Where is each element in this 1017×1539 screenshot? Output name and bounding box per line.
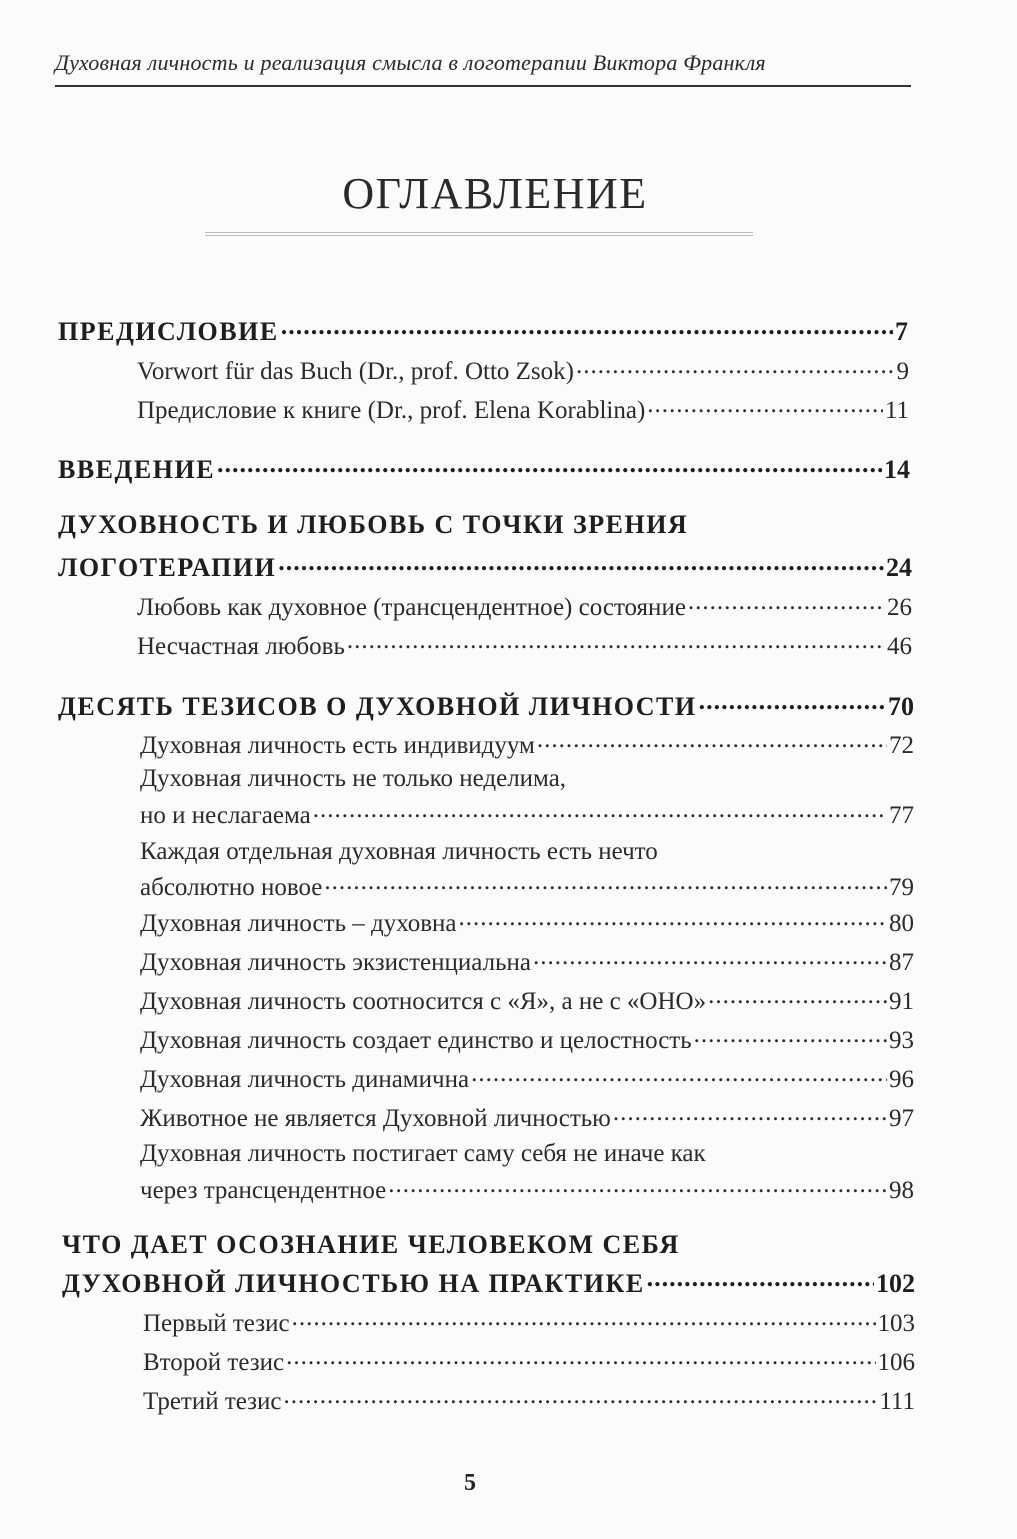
toc-entry[interactable] xyxy=(140,906,914,938)
toc-entry-label: ДЕСЯТЬ ТЕЗИСОВ О ДУХОВНОЙ ЛИЧНОСТИ xyxy=(58,692,697,721)
toc-entry-page: 70 xyxy=(888,692,914,721)
toc-entry-label: Духовная личность есть индивидуум xyxy=(140,732,535,759)
leader-dots xyxy=(284,1384,878,1409)
toc-entry-line1: Духовная личность постигает саму себя не иначе как xyxy=(140,1140,706,1167)
toc-entry-page: 26 xyxy=(887,594,912,621)
toc-entry-label: Животное не является Духовной личностью xyxy=(140,1105,611,1132)
toc-entry-label: через трансцендентное xyxy=(140,1177,387,1204)
toc-entry-label: Духовная личность соотносится с «Я», а не с «ОНО» xyxy=(140,988,707,1015)
toc-entry[interactable] xyxy=(58,550,912,583)
toc-entry[interactable] xyxy=(140,1062,914,1094)
toc-entry-page: 91 xyxy=(889,988,914,1015)
leader-dots xyxy=(688,590,885,615)
toc-entry-page: 102 xyxy=(876,1269,915,1298)
leader-dots xyxy=(459,906,887,931)
toc-entry[interactable] xyxy=(140,728,914,760)
toc-entry-page: 72 xyxy=(889,732,914,759)
toc-entry-label: ДУХОВНОЙ ЛИЧНОСТЬЮ НА ПРАКТИКЕ xyxy=(62,1269,645,1298)
toc-entry-page: 80 xyxy=(889,910,914,937)
toc-entry-line1: Духовная личность не только неделима, xyxy=(140,765,567,792)
toc-entry[interactable] xyxy=(137,590,912,622)
leader-dots xyxy=(537,728,887,753)
toc-entry[interactable] xyxy=(140,984,914,1016)
leader-dots xyxy=(694,1023,887,1048)
toc-entry-label: Духовная личность создает единство и целостность xyxy=(140,1027,692,1054)
leader-dots xyxy=(613,1101,887,1126)
toc-entry-label: абсолютно новое xyxy=(140,874,323,901)
toc-entry[interactable] xyxy=(143,1345,915,1377)
toc-entry[interactable] xyxy=(140,945,914,977)
toc-entry-page: 9 xyxy=(896,358,909,385)
toc-entry[interactable] xyxy=(140,1173,914,1205)
toc-entry-page: 24 xyxy=(886,553,912,582)
toc-entry-page: 103 xyxy=(877,1310,915,1337)
toc-entry-page: 46 xyxy=(887,633,912,660)
toc-entry-label: но и неслагаема xyxy=(140,802,311,829)
toc-entry-page: 93 xyxy=(889,1027,914,1054)
toc-entry-label: Второй тезис xyxy=(143,1349,285,1376)
leader-dots xyxy=(647,1266,874,1292)
toc-entry-label: Vorwort für das Buch (Dr., prof. Otto Zsok) xyxy=(137,358,574,385)
leader-dots xyxy=(388,1173,887,1198)
leader-dots xyxy=(292,1306,876,1331)
toc-entry-page: 77 xyxy=(889,802,914,829)
toc-entry[interactable] xyxy=(143,1384,915,1416)
toc-entry-label: Духовная личность экзистенциальна xyxy=(140,949,531,976)
leader-dots xyxy=(278,550,884,576)
toc-entry[interactable] xyxy=(137,393,909,425)
leader-dots xyxy=(708,984,887,1009)
toc-entry[interactable] xyxy=(140,870,914,902)
toc-entry-label: Духовная личность динамична xyxy=(140,1066,470,1093)
leader-dots xyxy=(324,870,887,895)
toc-entry-page: 97 xyxy=(889,1105,914,1132)
toc-entry-label: Предисловие к книге (Dr., prof. Elena Korablina) xyxy=(137,397,646,424)
page-number: 5 xyxy=(464,1470,476,1496)
leader-dots xyxy=(699,689,886,715)
leader-dots xyxy=(533,945,887,970)
toc-entry-page: 111 xyxy=(879,1388,915,1415)
leader-dots xyxy=(347,629,885,654)
running-head: Духовная личность и реализация смысла в логотерапии Виктора Франкля xyxy=(55,50,766,75)
toc-entry[interactable] xyxy=(62,1266,915,1299)
toc-entry-label: Первый тезис xyxy=(143,1310,290,1337)
toc-entry[interactable] xyxy=(58,689,914,722)
toc-entry-label: ЛОГОТЕРАПИИ xyxy=(58,553,277,582)
toc-entry-label: ПРЕДИСЛОВИЕ xyxy=(58,317,279,346)
toc-entry[interactable] xyxy=(137,354,909,386)
leader-dots xyxy=(313,798,887,823)
leader-dots xyxy=(217,452,882,478)
toc-entry[interactable] xyxy=(58,452,910,485)
toc-entry-page: 106 xyxy=(877,1349,915,1376)
toc-entry[interactable] xyxy=(137,629,912,661)
toc-entry[interactable] xyxy=(140,1023,914,1055)
toc-entry-page: 96 xyxy=(889,1066,914,1093)
toc-entry-line1: ЧТО ДАЕТ ОСОЗНАНИЕ ЧЕЛОВЕКОМ СЕБЯ xyxy=(62,1230,680,1259)
leader-dots xyxy=(281,314,893,340)
toc-entry-line1: ДУХОВНОСТЬ И ЛЮБОВЬ С ТОЧКИ ЗРЕНИЯ xyxy=(58,510,689,539)
leader-dots xyxy=(286,1345,875,1370)
page-title: ОГЛАВЛЕНИЕ xyxy=(342,169,648,218)
toc-entry-label: Несчастная любовь xyxy=(137,633,345,660)
toc-entry-label: Духовная личность – духовна xyxy=(140,910,457,937)
toc-entry[interactable] xyxy=(58,314,908,347)
toc-entry-page: 11 xyxy=(884,397,909,424)
toc-entry-page: 7 xyxy=(895,317,908,346)
toc-entry-page: 87 xyxy=(889,949,914,976)
toc-entry-page: 14 xyxy=(884,455,910,484)
toc-entry-page: 98 xyxy=(889,1177,914,1204)
toc-entry-label: Третий тезис xyxy=(143,1388,282,1415)
toc-entry[interactable] xyxy=(143,1306,915,1338)
toc-entry-page: 79 xyxy=(889,874,914,901)
leader-dots xyxy=(647,393,883,418)
leader-dots xyxy=(576,354,895,379)
toc-entry-label: Любовь как духовное (трансцендентное) состояние xyxy=(137,594,686,621)
leader-dots xyxy=(471,1062,887,1087)
toc-entry-label: ВВЕДЕНИЕ xyxy=(58,455,216,484)
toc-entry[interactable] xyxy=(140,798,914,830)
toc-entry-line1: Каждая отдельная духовная личность есть нечто xyxy=(140,838,658,865)
toc-entry[interactable] xyxy=(140,1101,914,1133)
